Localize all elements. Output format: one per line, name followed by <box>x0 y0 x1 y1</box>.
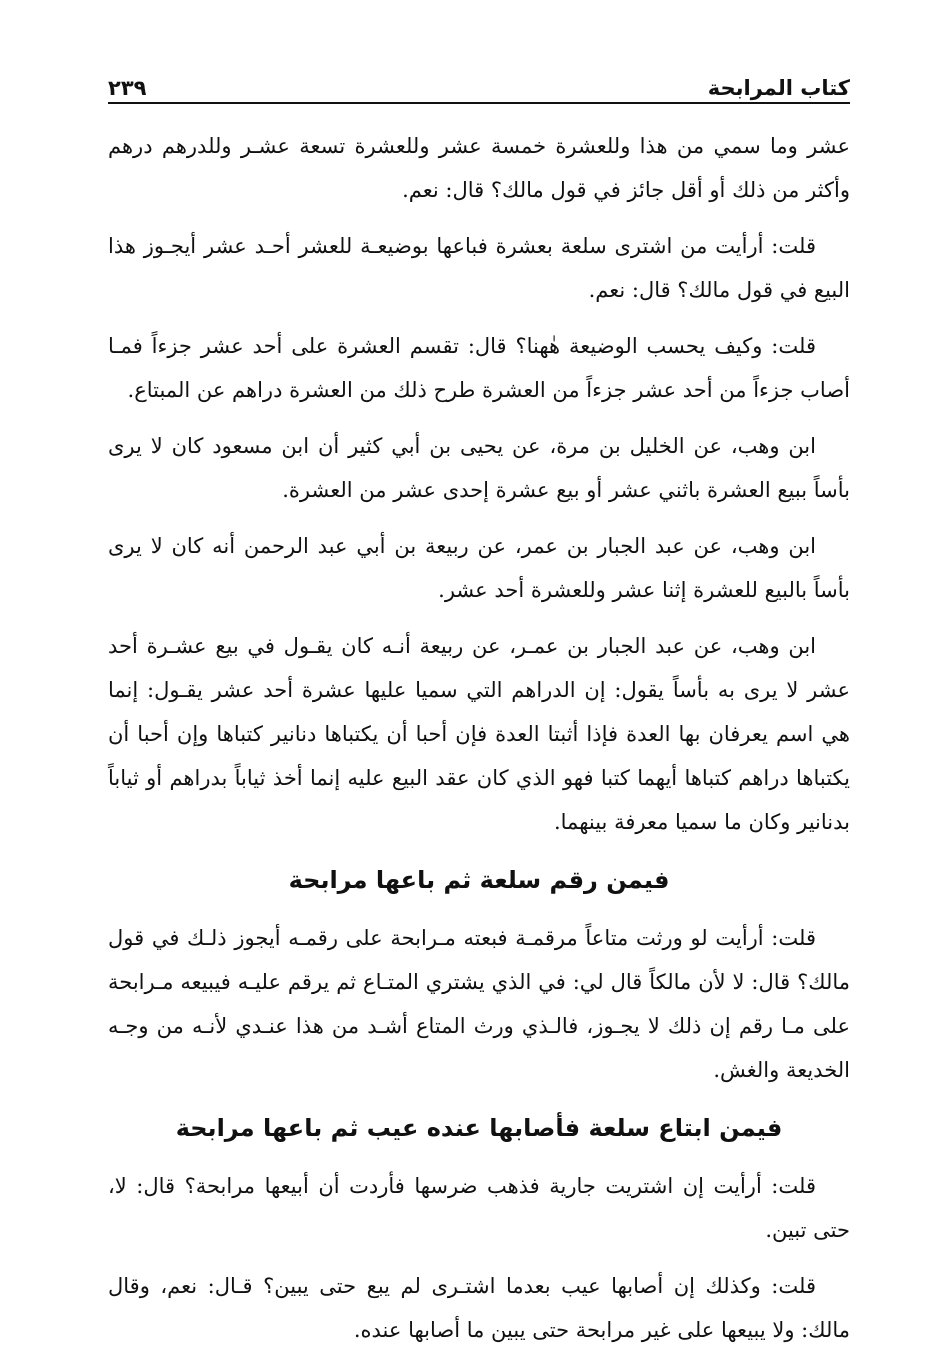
paragraph-2: قلت: أرأيت من اشترى سلعة بعشرة فباعها بوضيعـة للعشر أحـد عشر أيجـوز هذا البيع في قول مالك؟ قال: نعم. <box>108 234 850 302</box>
paragraph-4: ابن وهب، عن الخليل بن مرة، عن يحيى بن أبي كثير أن ابن مسعود كان لا يرى بأساً ببيع العشرة باثني عشر أو بيع عشرة إحدى عشر من العشرة. <box>108 434 850 502</box>
paragraph-7: قلت: أرأيت لو ورثت متاعاً مرقمـة فبعته مـرابحة على رقمـه أيجوز ذلـك في قول مالك؟ قال: لا لأن مالكاً قال لي: في الذي يشتري المتـاع ثم يرقم عليـه فيبيعه مـرابحة على مـا رقم إن ذلك لا يجـوز، فالـذي ورث المتاع أشـد من هذا عنـدي لأنـه من وجـه الخديعة والغش. <box>108 926 850 1082</box>
paragraph-1: عشر وما سمي من هذا وللعشرة خمسة عشر وللعشرة تسعة عشـر وللدرهم درهم وأكثر من ذلك أو أقل جائز في قول مالك؟ قال: نعم. <box>108 134 850 202</box>
book-page <box>108 60 850 1364</box>
section-heading-1: فيمن رقم سلعة ثم باعها مرابحة <box>288 866 670 894</box>
paragraph-6: ابن وهب، عن عبد الجبار بن عمـر، عن ربيعة أنـه كان يقـول في بيع عشـرة أحد عشر لا يرى به بأساً يقول: إن الدراهم التي سميا عليها عشرة أحد عشر يقـول: إنما هي اسم يعرفان بها العدة فإذا أثبتا العدة فإن أحبا أن يكتباها دنانير كتباها وإن أحبا أن يكتباها دراهم كتباها أيهما كتبا فهو الذي كان عقد البيع عليه إنما أخذ ثياباً بدراهم أو ثياباً بدنانير وكان ما سميا معرفة بينهما. <box>108 634 850 834</box>
page-number: ٢٣٩ <box>108 76 147 100</box>
running-title: كتاب المرابحة <box>707 76 850 100</box>
paragraph-3: قلت: وكيف يحسب الوضيعة هٰهنا؟ قال: تقسم العشرة على أحد عشر جزءاً فمـا أصاب جزءاً من أحد عشر جزءاً من العشرة طرح ذلك من العشرة دراهم عن المبتاع. <box>108 334 850 402</box>
paragraph-8: قلت: أرأيت إن اشتريت جارية فذهب ضرسها فأردت أن أبيعها مرابحة؟ قال: لا، حتى تبين. <box>108 1174 850 1242</box>
page-header <box>108 60 850 104</box>
paragraph-9: قلت: وكذلك إن أصابها عيب بعدما اشتـرى لم يبع حتى يبين؟ قـال: نعم، وقال مالك: ولا يبيعها على غير مرابحة حتى يبين ما أصابها عنده. <box>108 1274 850 1342</box>
page-body <box>108 124 850 1352</box>
paragraph-5: ابن وهب، عن عبد الجبار بن عمر، عن ربيعة بن أبي عبد الرحمن أنه كان لا يرى بأساً بالبيع للعشرة إثنا عشر وللعشرة أحد عشر. <box>108 534 850 602</box>
section-heading-2: فيمن ابتاع سلعة فأصابها عنده عيب ثم باعها مرابحة <box>175 1114 783 1142</box>
